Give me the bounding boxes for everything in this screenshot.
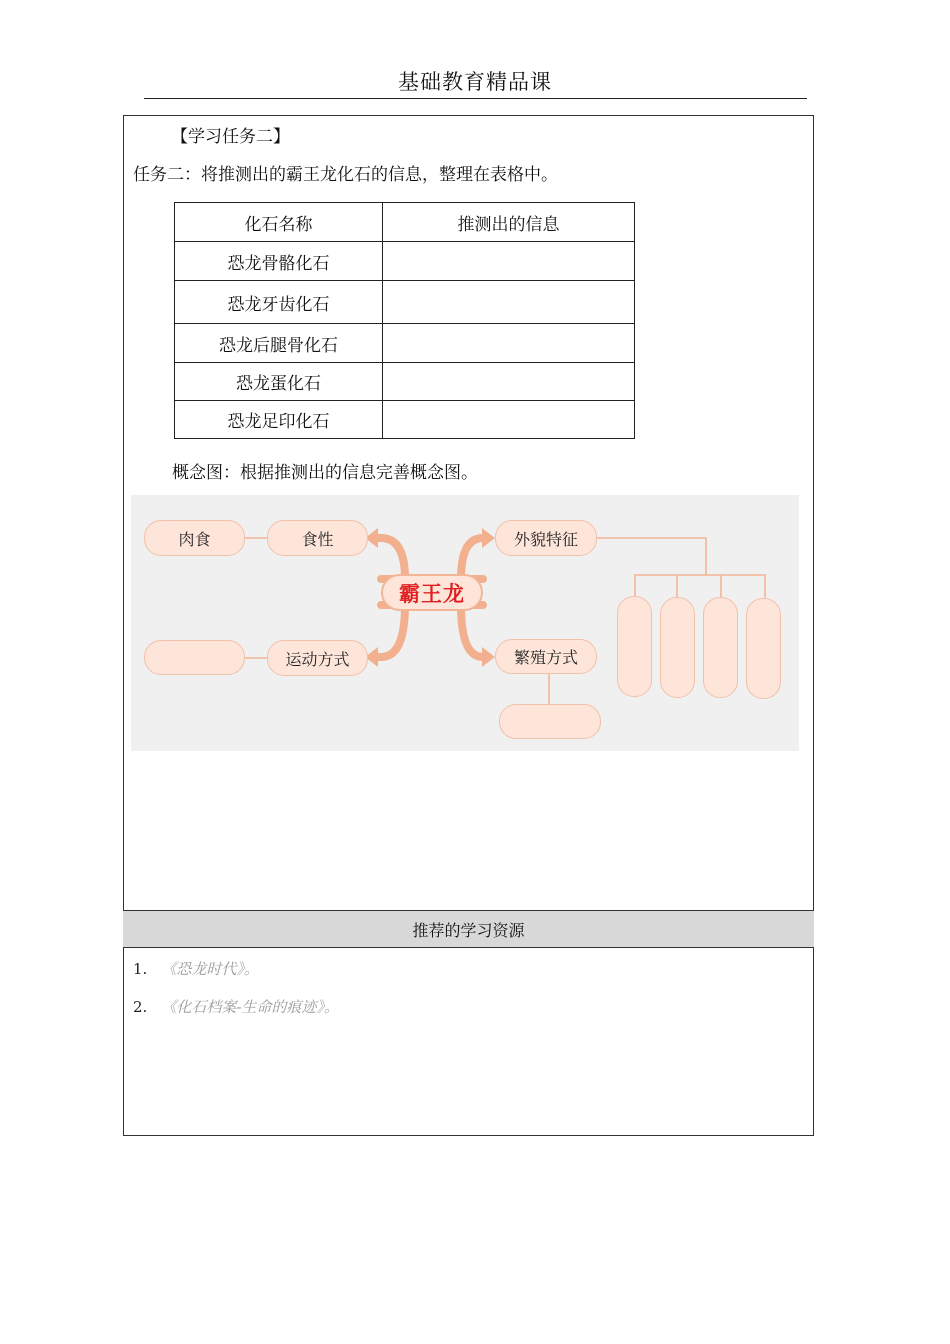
node-diet: 食性	[267, 520, 368, 556]
table-row	[175, 363, 635, 401]
info-cell[interactable]	[383, 242, 635, 281]
resource-item	[133, 958, 259, 979]
table-row	[175, 281, 635, 324]
fossil-name-cell: 恐龙牙齿化石	[175, 281, 383, 324]
arrowhead-reproduction	[482, 647, 495, 667]
resource-number: 2.	[133, 998, 148, 1016]
header-rule	[144, 98, 807, 99]
info-cell[interactable]	[383, 324, 635, 363]
concept-map-instruction: 概念图：根据推测出的信息完善概念图。	[172, 463, 478, 483]
node-appearance-blank-4[interactable]	[746, 598, 781, 699]
fossil-table	[174, 202, 635, 439]
node-movement-answer-blank[interactable]	[144, 640, 245, 675]
fossil-name-cell: 恐龙后腿骨化石	[175, 324, 383, 363]
node-diet-answer: 肉食	[144, 520, 245, 556]
resources-heading: 推荐的学习资源	[412, 920, 525, 940]
page-header-title: 基础教育精品课	[398, 70, 552, 94]
node-reproduction-answer-blank[interactable]	[499, 704, 601, 739]
info-cell[interactable]	[383, 363, 635, 401]
fossil-name-cell: 恐龙骨骼化石	[175, 242, 383, 281]
fossil-name-cell: 恐龙足印化石	[175, 401, 383, 439]
resource-title[interactable]: 《化石档案-生命的痕迹》。	[161, 998, 339, 1016]
table-header-row	[175, 203, 635, 242]
resource-number: 1.	[133, 960, 148, 978]
info-cell[interactable]	[383, 401, 635, 439]
resource-item	[133, 996, 339, 1017]
table-row	[175, 324, 635, 363]
resources-heading-bar	[123, 910, 814, 948]
column-header-fossil-name: 化石名称	[175, 203, 383, 242]
node-appearance-blank-3[interactable]	[703, 597, 738, 698]
connector-appearance	[597, 538, 706, 575]
column-header-inferred-info: 推测出的信息	[383, 203, 635, 242]
node-appearance-blank-1[interactable]	[617, 596, 652, 697]
node-movement: 运动方式	[267, 640, 368, 676]
task-heading: 【学习任务二】	[171, 127, 290, 147]
arrowhead-appearance	[482, 528, 495, 548]
task-description: 任务二：将推测出的霸王龙化石的信息，整理在表格中。	[133, 165, 558, 185]
info-cell[interactable]	[383, 281, 635, 324]
node-center-tyrannosaurus: 霸王龙	[381, 574, 483, 611]
fossil-name-cell: 恐龙蛋化石	[175, 363, 383, 401]
table-row	[175, 401, 635, 439]
node-appearance-blank-2[interactable]	[660, 597, 695, 698]
node-appearance: 外貌特征	[495, 520, 597, 556]
concept-map	[131, 495, 799, 751]
table-row	[175, 242, 635, 281]
resource-title[interactable]: 《恐龙时代》。	[161, 960, 259, 978]
node-reproduction: 繁殖方式	[495, 639, 597, 674]
